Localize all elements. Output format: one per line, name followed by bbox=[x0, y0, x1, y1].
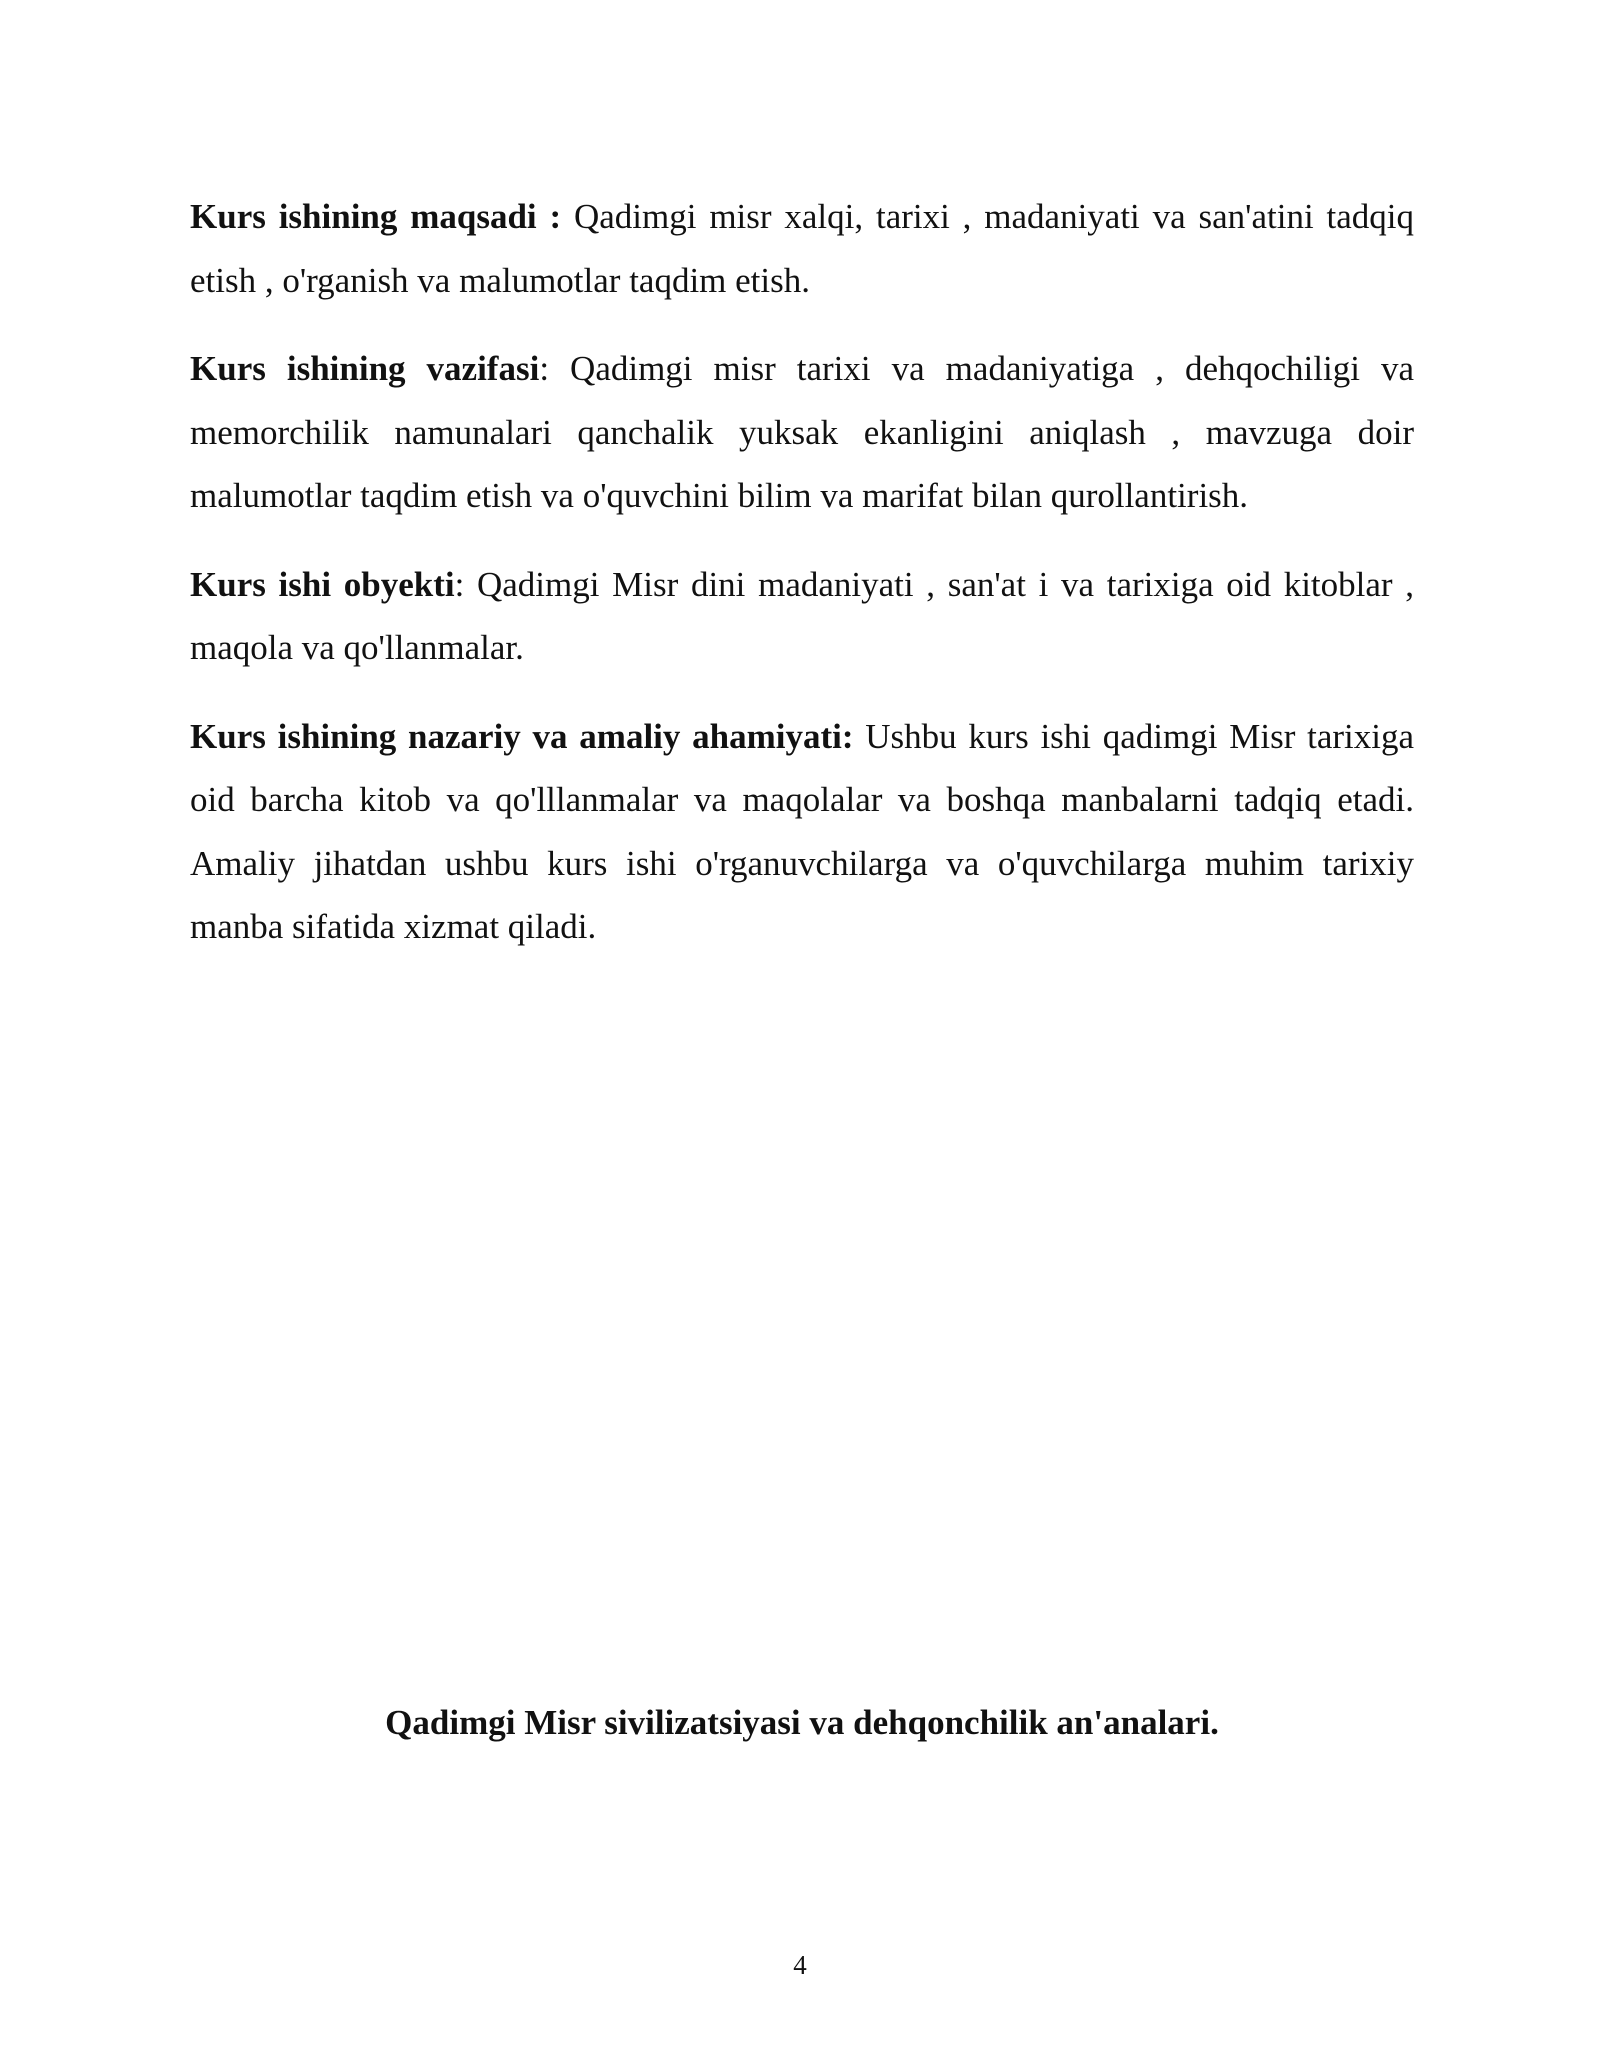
paragraph-significance-text: Ushbu kurs ishi qadimgi Misr tarixiga oid barcha kitob va qo'lllanmalar va maqolalar va boshqa manbalarni tadqiq etadi. Amaliy jihatdan ushbu kurs ishi o'rganuvchilarga va o'quvchilarga muhim tarixiy manba sifatida xizmat qiladi. bbox=[190, 716, 1414, 946]
paragraph-object bbox=[190, 553, 1414, 680]
paragraph-significance-label: Kurs ishining nazariy va amaliy ahamiyati: bbox=[190, 716, 854, 756]
paragraph-significance bbox=[190, 705, 1414, 959]
paragraph-goal bbox=[190, 185, 1414, 312]
paragraph-object-text: : Qadimgi Misr dini madaniyati , san'at i va tarixiga oid kitoblar , maqola va qo'llanmalar. bbox=[190, 564, 1414, 667]
paragraph-goal-label: Kurs ishining maqsadi : bbox=[190, 197, 562, 236]
page-number: 4 bbox=[793, 1950, 807, 1980]
paragraph-object-label: Kurs ishi obyekti bbox=[190, 564, 455, 604]
document-body bbox=[190, 185, 1414, 984]
paragraph-tasks bbox=[190, 337, 1414, 528]
paragraph-goal-text: Qadimgi misr xalqi, tarixi , madaniyati va san'atini tadqiq etish , o'rganish va malumotlar taqdim etish. bbox=[190, 197, 1414, 300]
paragraph-tasks-text: : Qadimgi misr tarixi va madaniyatiga , dehqochiligi va memorchilik namunalari qanchalik yuksak ekanligini aniqlash , mavzuga doir malumotlar taqdim etish va o'quvchini bilim va marifat bilan qurollantirish. bbox=[190, 349, 1414, 515]
section-heading: Qadimgi Misr sivilizatsiyasi va dehqonchilik an'analari. bbox=[385, 1703, 1219, 1742]
paragraph-tasks-label: Kurs ishining vazifasi bbox=[190, 349, 540, 388]
